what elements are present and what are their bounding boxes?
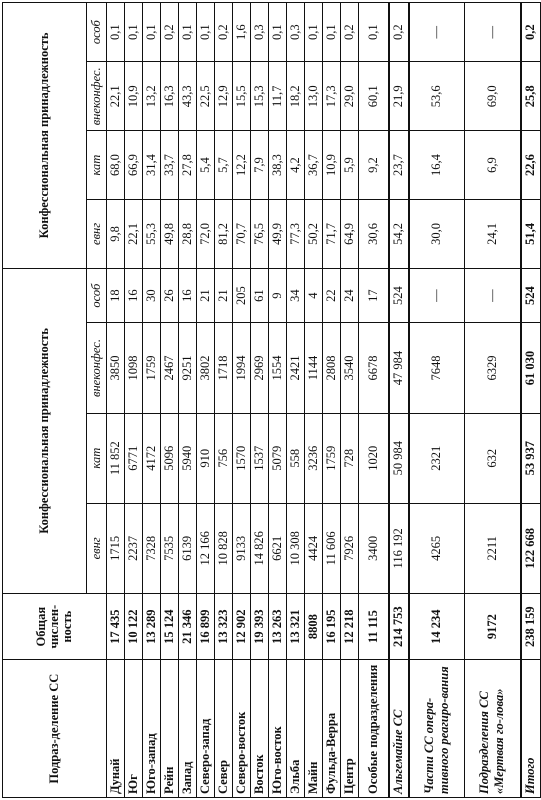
cell-count: 3400 [359,503,389,593]
cell-count: 1537 [251,413,269,503]
cell-percent: 16,4 [409,131,465,200]
header-division: Подраз-деление СС [3,660,107,798]
cell-count: 3540 [341,323,359,413]
row-total-strength: 13 263 [269,593,287,659]
cell-count: 50 984 [389,413,409,503]
row-division-name: Северо-восток [233,660,251,798]
table-row [179,3,197,798]
table-row [521,3,541,798]
cell-percent: 15,3 [251,62,269,131]
cell-percent: 9,8 [107,200,125,269]
cell-count: 1715 [107,503,125,593]
table-row [323,3,341,798]
cell-percent: 15,5 [233,62,251,131]
row-total-strength: 19 393 [251,593,269,659]
row-total-strength: 17 435 [107,593,125,659]
cell-count: 53 937 [521,413,541,503]
cell-percent: 0,1 [269,3,287,62]
cell-percent: 0,1 [179,3,197,62]
row-total-strength: 12 902 [233,593,251,659]
row-total-strength: 10 122 [125,593,143,659]
cell-count: 6139 [179,503,197,593]
cell-count: 2211 [465,503,521,593]
cell-count: 756 [215,413,233,503]
row-division-name: Запад [179,660,197,798]
cell-percent: — [465,3,521,62]
cell-percent: 11,7 [269,62,287,131]
subheader-vnekonf-pct: внеконфес. [87,62,107,131]
cell-percent: 22,1 [107,62,125,131]
cell-percent: 7,9 [251,131,269,200]
cell-count: 7926 [341,503,359,593]
cell-percent: 29,0 [341,62,359,131]
cell-percent: 17,3 [323,62,341,131]
cell-percent: 5,7 [215,131,233,200]
cell-count: 11 606 [323,503,341,593]
row-total-strength: 13 289 [143,593,161,659]
row-total-strength: 16 195 [323,593,341,659]
cell-percent: 70,7 [233,200,251,269]
cell-count: — [465,268,521,323]
row-total-strength: 21 346 [179,593,197,659]
cell-count: 9133 [233,503,251,593]
cell-count: 26 [161,268,179,323]
cell-percent: 25,8 [521,62,541,131]
cell-count: 34 [287,268,305,323]
cell-count: 47 984 [389,323,409,413]
row-total-strength: 214 753 [389,593,409,659]
cell-percent: 10,9 [125,62,143,131]
cell-percent: 68,0 [107,131,125,200]
cell-percent: 69,0 [465,62,521,131]
row-division-name: Юго-запад [143,660,161,798]
cell-percent: 13,2 [143,62,161,131]
cell-count: 524 [389,268,409,323]
cell-count: 2421 [287,323,305,413]
cell-percent: 1,6 [233,3,251,62]
cell-count: 61 030 [521,323,541,413]
cell-count: 22 [323,268,341,323]
cell-count: 4265 [409,503,465,593]
cell-percent: 71,7 [323,200,341,269]
cell-percent: 12,2 [233,131,251,200]
table-row [465,3,521,798]
cell-count: 6621 [269,503,287,593]
cell-percent: 0,2 [341,3,359,62]
cell-count: 6678 [359,323,389,413]
cell-percent: 21,9 [389,62,409,131]
table-row [269,3,287,798]
cell-count: 3802 [197,323,215,413]
cell-count: 728 [341,413,359,503]
subheader-osob-pct: особ [87,3,107,62]
cell-count: 7535 [161,503,179,593]
cell-count: 910 [197,413,215,503]
cell-count: 17 [359,268,389,323]
table-row [409,3,465,798]
table-row [107,3,125,798]
cell-count: 6771 [125,413,143,503]
cell-count: 2467 [161,323,179,413]
cell-percent: 22,6 [521,131,541,200]
cell-percent: 76,5 [251,200,269,269]
row-division-name: Части СС опера-тивного реагиро-вания [409,660,465,798]
cell-percent: 0,2 [521,3,541,62]
cell-count: 24 [341,268,359,323]
cell-count: 2969 [251,323,269,413]
cell-percent: 0,3 [287,3,305,62]
cell-percent: 18,2 [287,62,305,131]
cell-count: 4 [305,268,323,323]
cell-count: 7648 [409,323,465,413]
row-division-name: Северо-запад [197,660,215,798]
cell-count: 18 [107,268,125,323]
cell-percent: 5,9 [341,131,359,200]
cell-count: 2321 [409,413,465,503]
row-division-name: Юго-восток [269,660,287,798]
cell-percent: 9,2 [359,131,389,200]
header-total-strength: Общая числен-ность [3,593,107,659]
cell-count: 10 828 [215,503,233,593]
header-confession-percent: Конфессиональная принадлежность [3,3,87,269]
row-total-strength: 238 159 [521,593,541,659]
cell-count: 1144 [305,323,323,413]
subheader-evng: евнг [87,503,107,593]
cell-percent: 22,5 [197,62,215,131]
row-total-strength: 11 115 [359,593,389,659]
cell-count: 5096 [161,413,179,503]
cell-count: 632 [465,413,521,503]
table-row [251,3,269,798]
table-row [143,3,161,798]
cell-percent: 64,9 [341,200,359,269]
cell-count: 7328 [143,503,161,593]
cell-percent: 30,0 [409,200,465,269]
cell-count: 1554 [269,323,287,413]
cell-count: — [409,268,465,323]
cell-percent: 0,3 [251,3,269,62]
row-total-strength: 9172 [465,593,521,659]
subheader-vnekonf: внеконфес. [87,323,107,413]
cell-percent: 54,2 [389,200,409,269]
cell-percent: 10,9 [323,131,341,200]
cell-percent: 4,2 [287,131,305,200]
cell-count: 4172 [143,413,161,503]
cell-percent: 49,9 [269,200,287,269]
cell-count: 21 [215,268,233,323]
cell-count: 1994 [233,323,251,413]
cell-percent: 22,1 [125,200,143,269]
cell-count: 9251 [179,323,197,413]
cell-percent: 66,9 [125,131,143,200]
cell-count: 1759 [323,413,341,503]
table-row [341,3,359,798]
row-division-name: Альгемайне СС [389,660,409,798]
cell-count: 1020 [359,413,389,503]
cell-percent: 24,1 [465,200,521,269]
cell-count: 6329 [465,323,521,413]
cell-count: 2237 [125,503,143,593]
row-division-name: Юг [125,660,143,798]
cell-count: 14 826 [251,503,269,593]
cell-percent: 51,4 [521,200,541,269]
cell-count: 12 166 [197,503,215,593]
row-total-strength: 13 323 [215,593,233,659]
cell-percent: 33,7 [161,131,179,200]
cell-count: 524 [521,268,541,323]
table-row [233,3,251,798]
row-division-name: Центр [341,660,359,798]
cell-percent: 60,1 [359,62,389,131]
cell-count: 1098 [125,323,143,413]
cell-count: 21 [197,268,215,323]
cell-count: 122 668 [521,503,541,593]
cell-percent: 0,1 [305,3,323,62]
cell-count: 16 [179,268,197,323]
row-division-name: Дунай [107,660,125,798]
table-row [215,3,233,798]
header-confession-absolute: Конфессиональная принадлежность [3,268,87,593]
row-total-strength: 15 124 [161,593,179,659]
cell-percent: 0,1 [107,3,125,62]
cell-count: 1570 [233,413,251,503]
subheader-kat-pct: кат [87,131,107,200]
cell-count: 61 [251,268,269,323]
table-row [389,3,409,798]
row-division-name: Эльба [287,660,305,798]
subheader-osob: особ [87,268,107,323]
table-row [359,3,389,798]
cell-percent: 23,7 [389,131,409,200]
row-total-strength: 13 321 [287,593,305,659]
cell-percent: 36,7 [305,131,323,200]
cell-percent: 12,9 [215,62,233,131]
cell-count: 5079 [269,413,287,503]
cell-percent: — [409,3,465,62]
cell-percent: 0,1 [125,3,143,62]
subheader-evng-pct: евнг [87,200,107,269]
table-row [305,3,323,798]
cell-percent: 27,8 [179,131,197,200]
cell-count: 3850 [107,323,125,413]
cell-count: 3236 [305,413,323,503]
cell-percent: 6,9 [465,131,521,200]
table-row [197,3,215,798]
row-division-name: Подразделения СС «Мертвая го-лова» [465,660,521,798]
cell-percent: 0,1 [197,3,215,62]
cell-percent: 49,8 [161,200,179,269]
cell-percent: 53,6 [409,62,465,131]
cell-percent: 31,4 [143,131,161,200]
cell-count: 558 [287,413,305,503]
row-division-name: Восток [251,660,269,798]
cell-percent: 50,2 [305,200,323,269]
cell-count: 1718 [215,323,233,413]
cell-percent: 77,3 [287,200,305,269]
row-total-strength: 16 899 [197,593,215,659]
row-division-name: Особые подразделения [359,660,389,798]
row-division-name: Майн [305,660,323,798]
cell-percent: 55,3 [143,200,161,269]
subheader-kat: кат [87,413,107,503]
cell-percent: 0,2 [215,3,233,62]
cell-count: 205 [233,268,251,323]
cell-count: 1759 [143,323,161,413]
cell-percent: 0,1 [143,3,161,62]
cell-percent: 16,3 [161,62,179,131]
cell-percent: 0,2 [161,3,179,62]
row-total-strength: 12 218 [341,593,359,659]
row-division-name: Итого [521,660,541,798]
cell-percent: 28,8 [179,200,197,269]
cell-percent: 30,6 [359,200,389,269]
cell-percent: 43,3 [179,62,197,131]
table-body [107,3,541,798]
ss-confession-table [2,2,541,798]
row-division-name: Рейн [161,660,179,798]
table-row [125,3,143,798]
cell-count: 9 [269,268,287,323]
table-row [161,3,179,798]
cell-percent: 0,1 [323,3,341,62]
cell-percent: 13,0 [305,62,323,131]
cell-percent: 0,1 [359,3,389,62]
cell-percent: 81,2 [215,200,233,269]
cell-count: 30 [143,268,161,323]
cell-percent: 0,2 [389,3,409,62]
table-row [287,3,305,798]
cell-count: 16 [125,268,143,323]
row-division-name: Фульда-Верра [323,660,341,798]
cell-count: 4424 [305,503,323,593]
cell-count: 5940 [179,413,197,503]
row-total-strength: 8808 [305,593,323,659]
cell-percent: 5,4 [197,131,215,200]
row-total-strength: 14 234 [409,593,465,659]
cell-percent: 38,3 [269,131,287,200]
row-division-name: Север [215,660,233,798]
cell-percent: 72,0 [197,200,215,269]
cell-count: 11 852 [107,413,125,503]
cell-count: 116 192 [389,503,409,593]
cell-count: 10 308 [287,503,305,593]
cell-count: 2808 [323,323,341,413]
